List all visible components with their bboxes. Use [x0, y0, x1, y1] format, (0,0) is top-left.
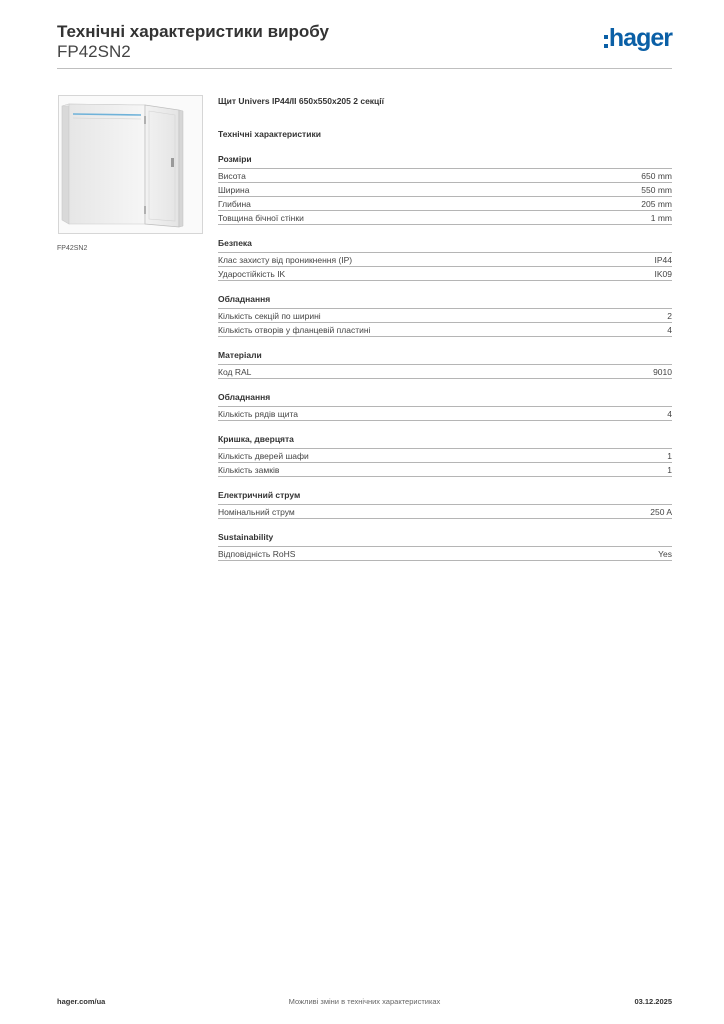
spec-group-title: Обладнання: [218, 294, 672, 309]
spec-row: [218, 309, 672, 323]
spec-group-title: Обладнання: [218, 392, 672, 407]
spec-row: [218, 505, 672, 519]
spec-label: Товщина бічної стінки: [218, 213, 304, 223]
spec-row: [218, 323, 672, 337]
spec-value: 550 mm: [641, 185, 672, 195]
spec-row: [218, 365, 672, 379]
spec-value: 205 mm: [641, 199, 672, 209]
footer-website[interactable]: hager.com/ua: [57, 997, 106, 1006]
spec-row: [218, 169, 672, 183]
spec-group: [218, 434, 672, 477]
spec-value: IP44: [654, 255, 672, 265]
spec-label: Номінальний струм: [218, 507, 295, 517]
spec-group: [218, 392, 672, 421]
spec-value: 250 A: [650, 507, 672, 517]
spec-group-title: Sustainability: [218, 532, 672, 547]
spec-label: Кількість рядів щита: [218, 409, 298, 419]
spec-group-title: Безпека: [218, 238, 672, 253]
product-image: [58, 95, 203, 234]
header-divider: [57, 68, 672, 69]
spec-value: Yes: [658, 549, 672, 559]
spec-group: [218, 238, 672, 281]
spec-group: [218, 154, 672, 225]
spec-row: [218, 407, 672, 421]
image-caption: FP42SN2: [57, 245, 88, 252]
spec-group: [218, 490, 672, 519]
spec-label: Кількість отворів у фланцевій пластині: [218, 325, 371, 335]
spec-content: [218, 96, 672, 561]
spec-label: Кількість дверей шафи: [218, 451, 309, 461]
spec-value: 1: [667, 465, 672, 475]
spec-value: 9010: [653, 367, 672, 377]
spec-label: Висота: [218, 171, 246, 181]
spec-group: [218, 532, 672, 561]
spec-row: [218, 197, 672, 211]
footer-date: 03.12.2025: [634, 997, 672, 1006]
spec-groups: [218, 154, 672, 561]
spec-label: Код RAL: [218, 367, 252, 377]
spec-label: Кількість замків: [218, 465, 280, 475]
spec-group: [218, 350, 672, 379]
spec-value: 2: [667, 311, 672, 321]
spec-row: [218, 449, 672, 463]
spec-group-title: Кришка, дверцята: [218, 434, 672, 449]
spec-label: Кількість секцій по ширині: [218, 311, 321, 321]
spec-row: [218, 547, 672, 561]
spec-value: 1 mm: [650, 213, 672, 223]
spec-label: Відповідність RoHS: [218, 549, 296, 559]
section-heading: Технічні характеристики: [218, 129, 321, 139]
footer-notice: Можливі зміни в технічних характеристиках: [288, 997, 441, 1006]
spec-value: 4: [667, 409, 672, 419]
enclosure-cabinet-icon: [59, 96, 202, 233]
spec-label: Глибина: [218, 199, 251, 209]
hager-logo: [604, 26, 672, 51]
spec-label: Ударостійкість IK: [218, 269, 286, 279]
page-footer: [57, 997, 672, 1011]
spec-value: IK09: [654, 269, 672, 279]
product-code: FP42SN2: [57, 42, 131, 61]
page-header: [57, 20, 672, 70]
spec-group: [218, 294, 672, 337]
spec-group-title: Матеріали: [218, 350, 672, 365]
logo-text: hager: [608, 24, 672, 52]
spec-value: 4: [667, 325, 672, 335]
spec-value: 1: [667, 451, 672, 461]
spec-row: [218, 183, 672, 197]
spec-label: Клас захисту від проникнення (IP): [218, 255, 353, 265]
product-name: Щит Univers IP44/II 650x550x205 2 секції: [218, 96, 385, 106]
spec-row: [218, 253, 672, 267]
spec-row: [218, 267, 672, 281]
spec-group-title: Розміри: [218, 154, 672, 169]
logo-colon-icon: [604, 35, 608, 48]
page-title: Технічні характеристики виробу: [57, 22, 329, 41]
spec-label: Ширина: [218, 185, 250, 195]
spec-group-title: Електричний струм: [218, 490, 672, 505]
spec-row: [218, 463, 672, 477]
spec-row: [218, 211, 672, 225]
spec-value: 650 mm: [641, 171, 672, 181]
